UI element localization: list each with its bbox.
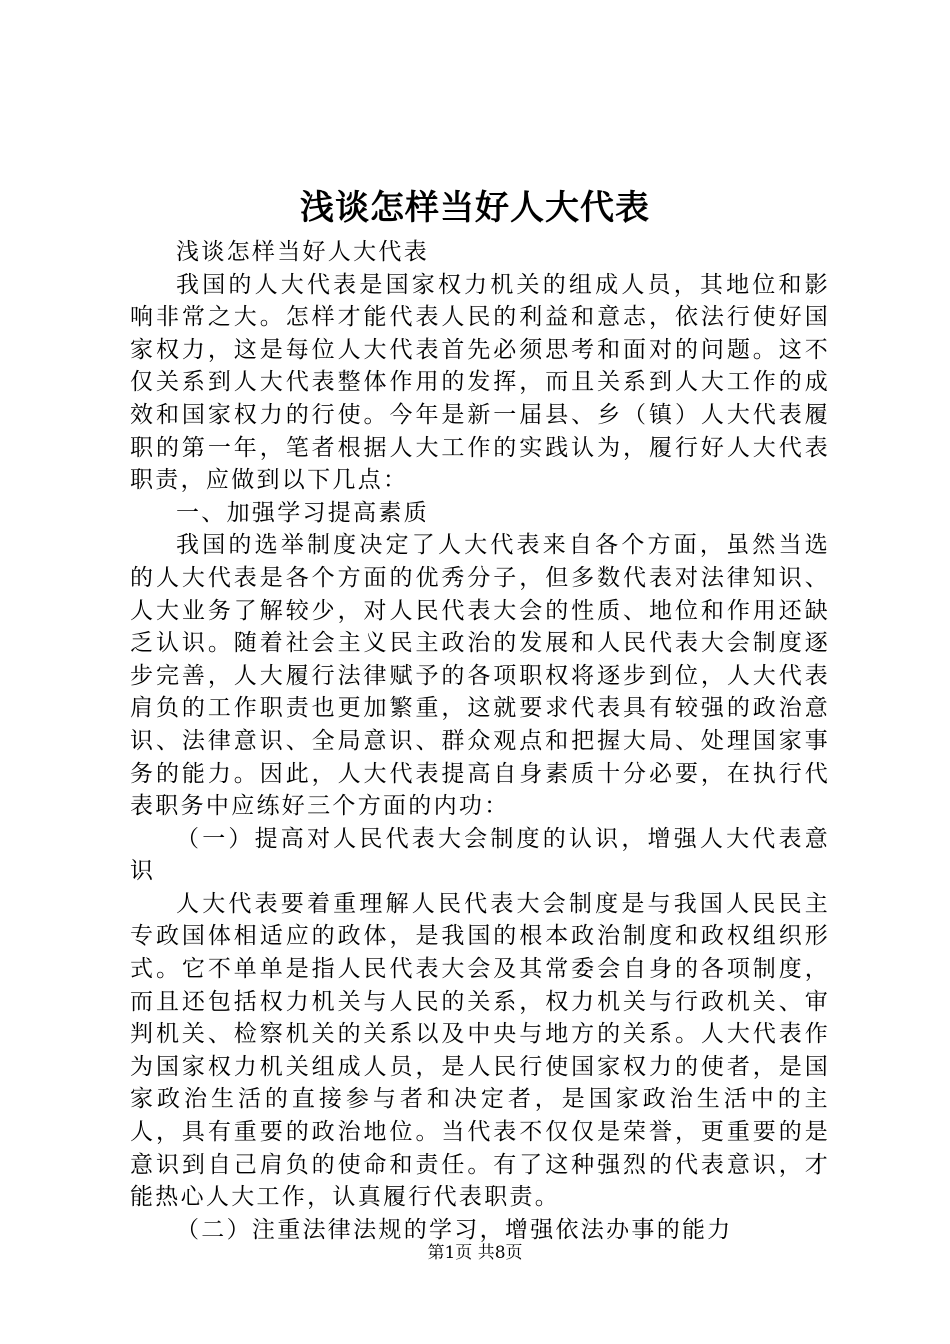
subsection-heading-2: （二）注重法律法规的学习，增强依法办事的能力 <box>176 1216 733 1243</box>
subsection-heading-1: （一）提高对人民代表大会制度的认识，增强人大代表意识 <box>130 825 830 885</box>
subtitle-paragraph: 浅谈怎样当好人大代表 <box>176 239 429 265</box>
section-heading-1: 一、加强学习提高素质 <box>176 499 429 526</box>
intro-paragraph: 我国的人大代表是国家权力机关的组成人员，其地位和影响非常之大。怎样才能代表人民的利益和意志，依法行使好国家权力，这是每位人大代表首先必须思考和面对的问题。这不仅关系到人大代表整体作用的发挥，而且关系到人大工作的成效和国家权力的行使。今年是新一届县、乡（镇）人大代表履职的第一年，笔者根据人大工作的实践认为，履行好人大代表职责，应做到以下几点： <box>130 271 830 494</box>
body-paragraph: 人大代表要着重理解人民代表大会制度是与我国人民民主专政国体相适应的政体，是我国的根本政治制度和政权组织形式。它不单单是指人民代表大会及其常委会自身的各项制度，而且还包括权力机关与人民的关系，权力机关与行政机关、审判机关、检察机关的关系以及中央与地方的关系。人大代表作为国家权力机关组成人员，是人民行使国家权力的使者，是国家政治生活的直接参与者和决定者，是国家政治生活中的主人，具有重要的政治地位。当代表不仅仅是荣誉，更重要的是意识到自己肩负的使命和责任。有了这种强烈的代表意识，才能热心人大工作，认真履行代表职责。 <box>130 890 830 1211</box>
document-title: 浅谈怎样当好人大代表 <box>300 188 650 228</box>
page-number-footer: 第1页 共8页 <box>427 1243 523 1263</box>
document-body <box>130 236 830 1246</box>
body-paragraph: 我国的选举制度决定了人大代表来自各个方面，虽然当选的人大代表是各个方面的优秀分子，但多数代表对法律知识、人大业务了解较少，对人民代表大会的性质、地位和作用还缺乏认识。随着社会主义民主政治的发展和人民代表大会制度逐步完善，人大履行法律赋予的各项职权将逐步到位，人大代表肩负的工作职责也更加繁重，这就要求代表具有较强的政治意识、法律意识、全局意识、群众观点和把握大局、处理国家事务的能力。因此，人大代表提高自身素质十分必要，在执行代表职务中应练好三个方面的内功： <box>130 532 830 820</box>
